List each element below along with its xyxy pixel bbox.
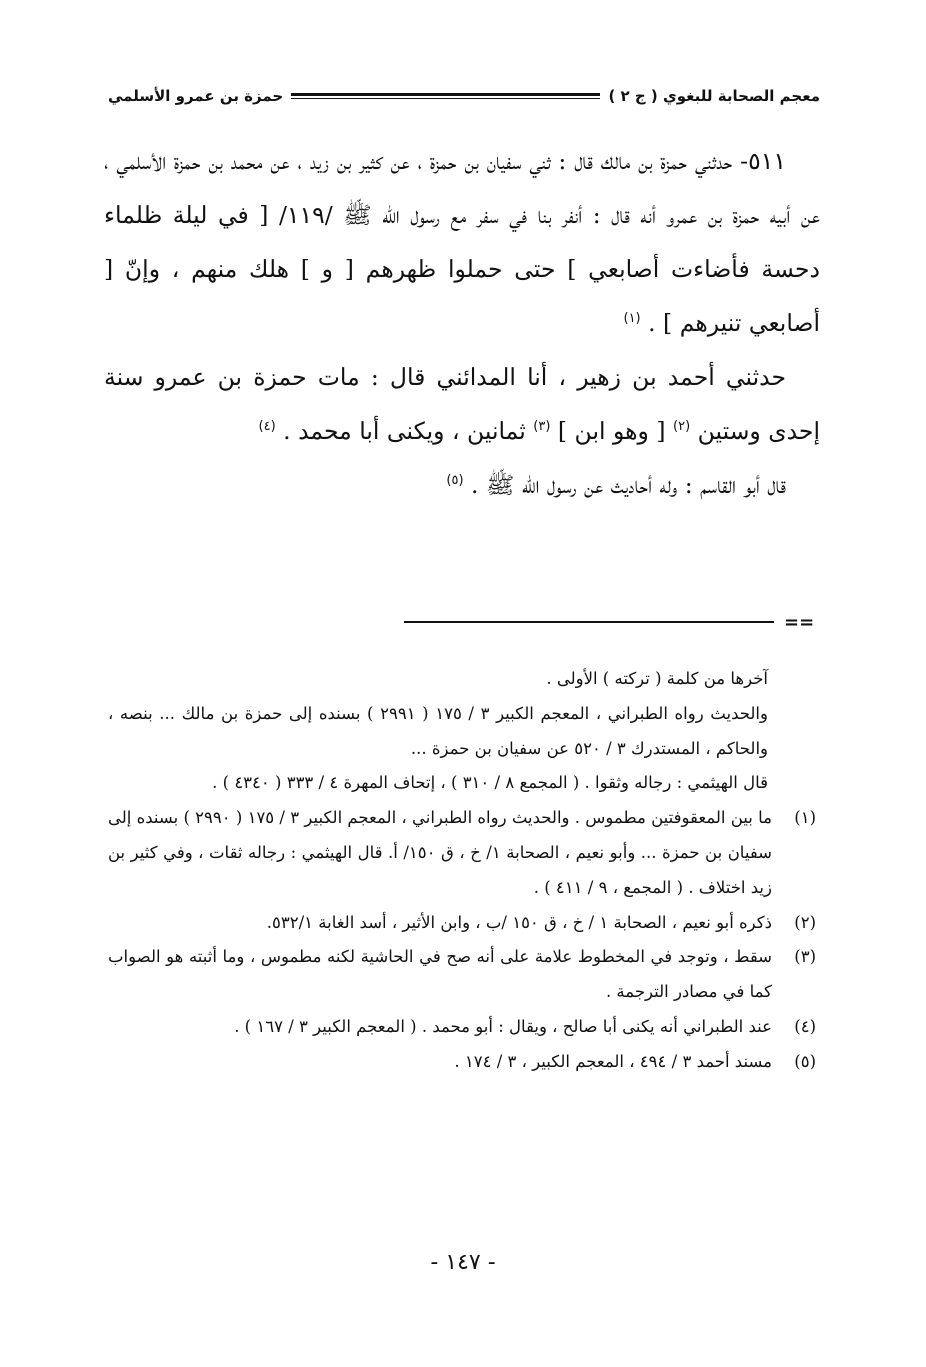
footnote-text: ذكره أبو نعيم ، الصحابة ١ / خ ، ق ١٥٠ /ب ، وابن الأثير ، أسد الغابة ٥٣٢/١. bbox=[266, 912, 772, 932]
hadith-text: ٥١١- حدثني حمزة بن مالك قال : ثني سفيان بن حمزة ، عن كثير بن زيد ، عن محمد بن حمزة الأسلمي ، عن أبيه حمزة بن عمرو أنه قال : أنفر بنا في سفر مع رسول الله ﷺ /١١٩/ [ في ليلة ظلماء دحسة فأضاءت أصابعي ] حتى حملوا ظهرهم [ و ] هلك منهم ، وإنّ [ أصابعي تنيرهم ] . bbox=[104, 147, 820, 337]
separator-mark: == bbox=[784, 612, 815, 633]
death-text-b: [ وهو ابن ] bbox=[557, 417, 666, 445]
running-header bbox=[108, 82, 820, 110]
footnote-ref-1: (١) bbox=[623, 311, 641, 327]
footnote-text: عند الطبراني أنه يكنى أبا صالح ، ويقال : أبو محمد . ( المعجم الكبير ٣ / ١٦٧ ) . bbox=[234, 1016, 772, 1036]
footnote-item bbox=[108, 906, 820, 941]
book-title: معجم الصحابة للبغوي ( ج ٢ ) bbox=[608, 87, 820, 105]
death-text-a: حدثني أحمد بن زهير ، أنا المدائني قال : مات حمزة بن عمرو سنة إحدى وستين bbox=[104, 363, 820, 445]
footnote-number: (٥) bbox=[794, 1051, 816, 1071]
footnote-ref-3: (٣) bbox=[533, 419, 551, 435]
footnote-ref-5: (٥) bbox=[446, 473, 464, 489]
footnote-number: (٣) bbox=[794, 947, 816, 967]
hadith-paragraph bbox=[104, 134, 820, 350]
entry-title: حمزة بن عمرو الأسلمي bbox=[108, 87, 284, 105]
continuation-line: قال الهيثمي : رجاله وثقوا . ( المجمع ٨ / ٣١٠ ) ، إتحاف المهرة ٤ / ٣٣٣ ( ٤٣٤٠ ) . bbox=[212, 773, 768, 793]
header-rule bbox=[291, 93, 600, 99]
footnote-item bbox=[108, 1045, 820, 1080]
continuation-line: آخرها من كلمة ( تركته ) الأولى . bbox=[546, 669, 768, 688]
footnotes bbox=[108, 662, 820, 1080]
footnote-text: سقط ، وتوجد في المخطوط علامة على أنه صح في الحاشية لكنه مطموس ، وما أثبته هو الصواب كما في مصادر الترجمة . bbox=[108, 947, 772, 1002]
main-text bbox=[104, 134, 820, 512]
footnote-item bbox=[108, 1010, 820, 1045]
footnote-item bbox=[108, 940, 820, 1010]
footnote-text: مسند أحمد ٣ / ٤٩٤ ، المعجم الكبير ، ٣ / ١٧٤ . bbox=[454, 1051, 772, 1071]
footnote-continuation bbox=[108, 662, 820, 801]
death-paragraph bbox=[104, 350, 820, 458]
footnote-item bbox=[108, 801, 820, 905]
footnote-text: ما بين المعقوفتين مطموس . والحديث رواه الطبراني ، المعجم الكبير ٣ / ١٧٥ ( ٢٩٩٠ ) بسنده إلى سفيان بن حمزة ... وأبو نعيم ، الصحابة ١/ خ ، ق ١٥٠/ أ. قال الهيثمي : رجاله ثقات ، وفي كثير بن زيد اختلاف . ( المجمع ، ٩ / ٤١١ ) . bbox=[108, 808, 772, 897]
qasim-paragraph bbox=[104, 458, 820, 512]
footnote-number: (٢) bbox=[794, 912, 816, 932]
footnote-number: (١) bbox=[794, 808, 816, 828]
death-text-c: ثمانين ، ويكنى أبا محمد . bbox=[283, 417, 526, 445]
qasim-text: قال أبو القاسم : وله أحاديث عن رسول الله ﷺ . bbox=[471, 471, 786, 499]
continuation-line: والحديث رواه الطبراني ، المعجم الكبير ٣ / ١٧٥ ( ٢٩٩١ ) بسنده إلى حمزة بن مالك ... بنصه ، والحاكم ، المستدرك ٣ / ٥٢٠ عن سفيان بن حمزة ... bbox=[108, 703, 768, 758]
page-number: - ١٤٧ - bbox=[430, 1250, 496, 1275]
footnote-separator bbox=[404, 621, 774, 623]
footnote-ref-2: (٢) bbox=[673, 419, 691, 435]
footnote-ref-4: (٤) bbox=[258, 419, 276, 435]
footnote-number: (٤) bbox=[794, 1016, 816, 1036]
